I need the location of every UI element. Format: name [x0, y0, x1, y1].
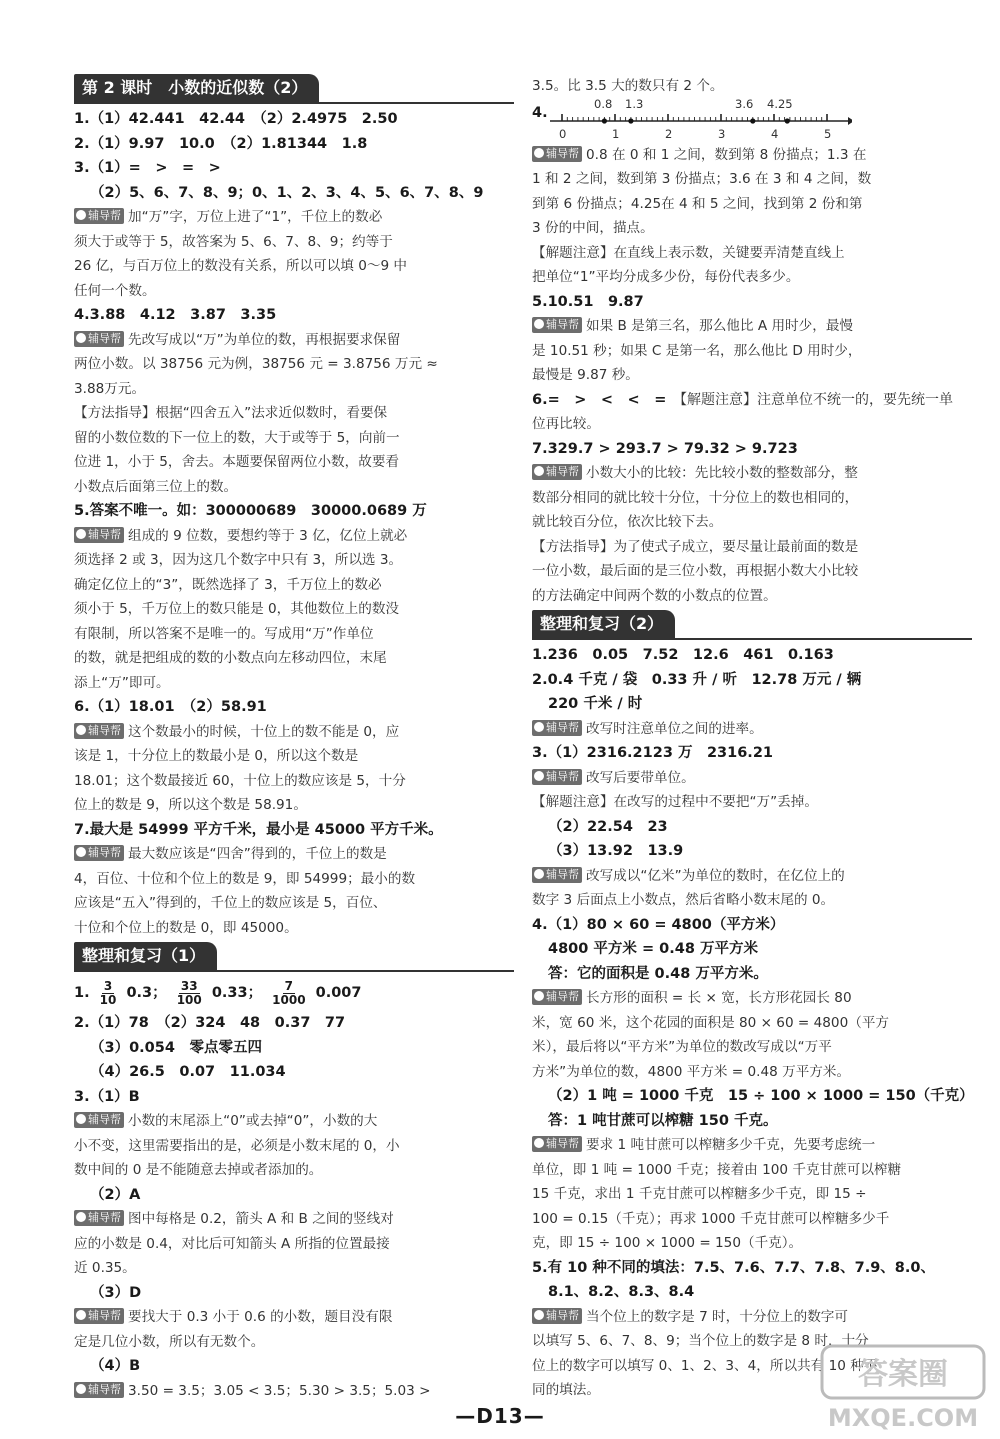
fraction: $\frac{3}{10}$ [99, 978, 117, 1007]
tutor-tag: 辅导帮 [532, 867, 582, 883]
left-column [74, 72, 514, 1403]
tutor-tag: 辅导帮 [532, 1136, 582, 1152]
explanation-block: 辅导帮 最大数应该是“四舍”得到的，千位上的数是 4，百位、十位和个位上的数是 9，即 54999；最小的数 应该是“五入”得到的，千位上的数应该是 5，百位、 十位和个位上的数是 0，即 45000。 [74, 846, 416, 936]
helper-icon [534, 319, 544, 329]
answer-line: 答：它的面积是 0.48 万平方米。 [548, 965, 768, 982]
answer-line: 答：1 吨甘蔗可以榨糖 150 千克。 [548, 1112, 778, 1129]
section-header-review1 [74, 942, 514, 972]
helper-icon [534, 1138, 544, 1148]
right-column [532, 74, 972, 1403]
explanation-block: 辅导帮 改写后要带单位。 【解题注意】在改写的过程中不要把“万”丢掉。 [532, 769, 818, 810]
answer-line: （4）B [90, 1358, 141, 1374]
watermark-logo [818, 1342, 988, 1434]
answer-line: 5.答案不唯一。如：300000689 30000.0689 万 [74, 503, 427, 519]
answer-line: 4800 平方米 = 0.48 万平方米 [548, 941, 758, 957]
explanation-block: 辅导帮 小数的末尾添上“0”或去掉“0”，小数的大 小不变，这里需要指出的是，必须是小数末尾的 0，小 数中间的 0 是不能随意去掉或者添加的。 [74, 1113, 400, 1178]
answer-line: （3）13.92 13.9 [548, 843, 684, 859]
tick-label: 4 [771, 126, 779, 141]
helper-icon [534, 722, 544, 732]
number-line-axis [532, 96, 852, 143]
helper-icon [76, 529, 86, 539]
tick-group [562, 114, 827, 124]
helper-icon [76, 1310, 86, 1320]
helper-icon [76, 725, 86, 735]
answer-line: 3.（1）B [74, 1088, 140, 1105]
explanation-continued: 3.5。比 3.5 大的数只有 2 个。 [532, 78, 724, 94]
tick-label: 2 [665, 126, 673, 141]
answer-line: （2）5、6、7、8、9；0、1、2、3、4、5、6、7、8、9 [90, 184, 484, 201]
point-label: 3.6 [735, 96, 754, 111]
marked-point [628, 118, 633, 123]
note-block: 位再比较。 [532, 416, 600, 432]
explanation-block: 辅导帮 改写成以“亿米”为单位的数时，在亿位上的 数字 3 后面点上小数点，然后省略小数末尾的 0。 [532, 867, 845, 908]
answer-line: 2.（1）78 （2）324 48 0.37 77 [74, 1015, 346, 1031]
answer-line: 2.（1）9.97 10.0 （2）1.81344 1.8 [74, 135, 368, 152]
answer-line: 220 千米 / 时 [548, 696, 643, 712]
answer-line: 3.（1）= > = > [74, 160, 221, 176]
section-title: 整理和复习（1） [74, 942, 217, 970]
explanation-block: 辅导帮 先改写成以“万”为单位的数，再根据要求保留 两位小数。以 38756 元为例，38756 元 = 3.8756 万元 ≈ 3.88万元。 [74, 331, 438, 397]
marked-point [785, 118, 790, 123]
explanation-block: 辅导帮 这个数最小的时候，十位上的数不能是 0，应 该是 1，十分位上的数最小是 0，所以这个数是 18.01；这个数最接近 60，十位上的数应该是 5，十分 位上的数是 9，所以这个数是 58.91。 [74, 723, 406, 813]
helper-icon [534, 991, 544, 1001]
tick-label: 0 [559, 126, 567, 141]
tutor-tag: 辅导帮 [74, 1308, 124, 1324]
tutor-tag: 辅导帮 [532, 464, 582, 480]
answer-line: 3.（1）2316.2123 万 2316.21 [532, 745, 773, 761]
answer-line-with-note: 6.= > < < = 【解题注意】注意单位不统一的，要先统一单 [532, 391, 953, 408]
answer-line: 1.（1）42.441 42.44 （2）2.4975 2.50 [74, 111, 398, 127]
method-note: 【方法指导】为了使式子成立，要尽量让最前面的数是 一位小数，最后面的是三位小数，再根据小数大小比较 的方法确定中间两个数的小数点的位置。 [532, 538, 859, 604]
helper-icon [534, 148, 544, 158]
answer-line: 8.1、8.2、8.3、8.4 [548, 1284, 695, 1300]
helper-icon [76, 847, 86, 857]
answer-line: （2）A [90, 1186, 141, 1203]
helper-icon [76, 333, 86, 343]
tick-label: 3 [718, 126, 726, 141]
answer-line: 6.（1）18.01 （2）58.91 [74, 699, 267, 715]
answer-line: 2.0.4 千克 / 袋 0.33 升 / 听 12.78 万元 / 辆 [532, 671, 862, 688]
answer-line: 5.10.51 9.87 [532, 293, 644, 310]
explanation-block: 辅导帮 长方形的面积 = 长 × 宽，长方形花园长 80 米，宽 60 米，这个花园的面积是 80 × 60 = 4800（平方 米），最后将以“平方米”为单位的数改写成以“万平 方米”为单位的数，4800 平方米 = 0.48 万平方米。 [532, 990, 890, 1080]
explanation-block: 辅导帮 加“万”字，万位上进了“1”，千位上的数必 须大于或等于 5，故答案为 5、6、7、8、9；约等于 26 亿，与百万位上的数没有关系，所以可以填 0～9 中 任何一个数。 [74, 209, 408, 299]
explanation-block: 辅导帮 0.8 在 0 和 1 之间，数到第 8 份描点；1.3 在 1 和 2 之间，数到第 3 份描点；3.6 在 3 和 4 之间，数 到第 6 份描点；4.25在 4 和 5 之间，找到第 2 份和第 3 份的中间，描点。 [532, 146, 872, 236]
point-label: 1.3 [625, 96, 644, 111]
point-label: 4.25 [767, 96, 793, 111]
number-line [532, 96, 972, 143]
answer-line: （4）26.5 0.07 11.034 [90, 1064, 286, 1080]
method-note: 【方法指导】根据“四舍五入”法求近似数时，看要保 留的小数位数的下一位上的数，大于或等于 5，向前一 位进 1，小于 5，舍去。本题要保留两位小数，故要看 小数点后面第三位上的数。 [74, 405, 400, 495]
answer-line: （3）D [90, 1284, 142, 1301]
question-number: 4. [532, 104, 548, 121]
answer-line: 1.236 0.05 7.52 12.6 461 0.163 [532, 647, 834, 663]
section-header-review2 [532, 610, 972, 640]
helper-icon [534, 771, 544, 781]
answer-line: 4.（1）80 × 60 = 4800（平方米） [532, 916, 785, 933]
section-title: 第 2 课时 小数的近似数（2） [74, 74, 319, 102]
tutor-tag: 辅导帮 [74, 723, 124, 739]
answer-line-fractions: 1. $\frac{3}{10}$ 0.3； $\frac{33}{100}$ 0.33； $\frac{7}{1000}$ 0.007 [74, 978, 362, 1007]
explanation-block: 辅导帮 如果 B 是第三名，那么他比 A 用时少，最慢 是 10.51 秒；如果 C 是第一名，那么他比 D 用时少， 最慢是 9.87 秒。 [532, 318, 862, 383]
tutor-tag: 辅导帮 [532, 146, 582, 162]
explanation-block: 辅导帮 组成的 9 位数，要想约等于 3 亿，亿位上就必 须选择 2 或 3，因为这几个数字中只有 3，所以选 3。 确定亿位上的“3”，既然选择了 3，千万位上的数必 须小于 5，千万位上的数只能是 0，其他数位上的数没 有限制，所以答案不是唯一的。写成用“万”作单位 的数，就是把组成的数的小数点向左移动四位，末尾 添上“万”即可。 [74, 527, 408, 691]
tutor-tag: 辅导帮 [74, 208, 124, 224]
fraction: $\frac{7}{1000}$ [272, 978, 306, 1007]
tutor-tag: 辅导帮 [74, 331, 124, 347]
fraction: $\frac{33}{100}$ [176, 978, 202, 1007]
tutor-tag: 辅导帮 [74, 1210, 124, 1226]
page-number: —D13— [455, 1404, 545, 1428]
note-block: 【解题注意】在直线上表示数，关键要弄清楚直线上 把单位“1”平均分成多少份，每份代表多少。 [532, 244, 845, 285]
explanation-block: 辅导帮 要求 1 吨甘蔗可以榨糖多少千克，先要考虑统一 单位，即 1 吨 = 1000 千克；接着由 100 千克甘蔗可以榨糖 15 千克，求出 1 千克甘蔗可以榨糖多少千克，即 15 ÷ 100 = 0.15（千克）；再求 1000 千克甘蔗可以榨糖多少千 克，即 15 ÷ 100 × 1000 = 150（千克）。 [532, 1137, 902, 1251]
tick-label: 5 [824, 126, 832, 141]
answer-line: 4.3.88 4.12 3.87 3.35 [74, 307, 277, 323]
tutor-tag: 辅导帮 [74, 845, 124, 861]
tutor-tag: 辅导帮 [532, 1308, 582, 1324]
helper-icon [76, 1384, 86, 1394]
marked-point [750, 118, 755, 123]
helper-icon [76, 210, 86, 220]
tutor-tag: 辅导帮 [532, 317, 582, 333]
explanation-block: 辅导帮 改写时注意单位之间的进率。 [532, 717, 972, 742]
helper-icon [534, 466, 544, 476]
tutor-tag: 辅导帮 [532, 989, 582, 1005]
answer-line: 7.329.7 > 293.7 > 79.32 > 9.723 [532, 440, 798, 457]
explanation-block: 辅导帮 3.50 = 3.5；3.05 < 3.5；5.30 > 3.5；5.03 > [74, 1379, 514, 1404]
section-title: 整理和复习（2） [532, 610, 675, 638]
tutor-tag: 辅导帮 [532, 769, 582, 785]
helper-icon [534, 1310, 544, 1320]
helper-icon [76, 1212, 86, 1222]
helper-icon [534, 869, 544, 879]
tutor-tag: 辅导帮 [74, 1112, 124, 1128]
point-label: 0.8 [594, 96, 613, 111]
marked-point [602, 118, 607, 123]
explanation-block: 辅导帮 要找大于 0.3 小于 0.6 的小数，题目没有限 定是几位小数，所以有无数个。 [74, 1309, 393, 1350]
answer-line: （3）0.054 零点零五四 [90, 1039, 262, 1056]
answer-line: （2）22.54 23 [548, 818, 668, 835]
svg-text:答案圈: 答案圈 [858, 1357, 948, 1392]
explanation-block: 辅导帮 小数大小的比较：先比较小数的整数部分，整 数部分相同的就比较十分位，十分位上的数也相同的， 就比较百分位，依次比较下去。 [532, 465, 859, 530]
helper-icon [76, 1114, 86, 1124]
tutor-tag: 辅导帮 [532, 720, 582, 736]
explanation-block: 辅导帮 当个位上的数字是 7 时，十分位上的数字可 以填写 5、6、7、8、9；当个位上的数字是 8 时，十分 位上的数字可以填写 0、1、2、3、4，所以共有 10 种不 同的填法。 [532, 1308, 878, 1398]
answer-line: 7.最大是 54999 平方千米，最小是 45000 平方千米。 [74, 821, 443, 838]
tutor-tag: 辅导帮 [74, 527, 124, 543]
answer-line: （2）1 吨 = 1000 千克 15 ÷ 100 × 1000 = 150（千克） [548, 1088, 974, 1104]
answer-line: 5.有 10 种不同的填法：7.5、7.6、7.7、7.8、7.9、8.0、 [532, 1259, 935, 1276]
section-header-lesson2 [74, 74, 514, 104]
svg-text:MXQE.COM: MXQE.COM [827, 1404, 979, 1432]
tick-label: 1 [612, 126, 620, 141]
tutor-tag: 辅导帮 [74, 1382, 124, 1398]
arrow-head [848, 117, 852, 125]
explanation-block: 辅导帮 图中每格是 0.2，箭头 A 和 B 之间的竖线对 应的小数是 0.4，对比后可知箭头 A 所指的位置最接 近 0.35。 [74, 1211, 394, 1276]
